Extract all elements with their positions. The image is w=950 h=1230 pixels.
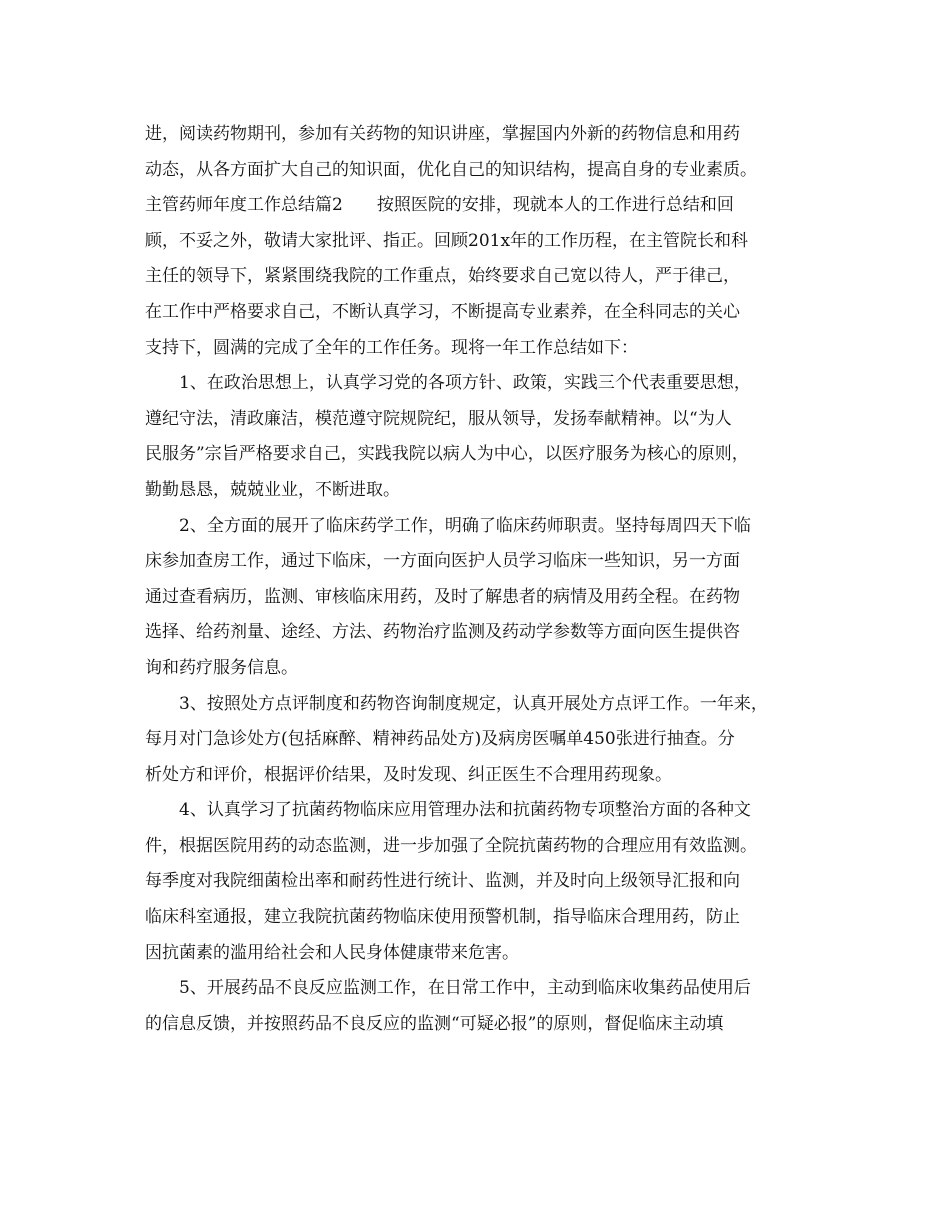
text-line: 的信息反馈，并按照药品不良反应的监测“可疑必报”的原则，督促临床主动填	[145, 1013, 724, 1034]
paragraph-first-line: 1、在政治思想上，认真学习党的各项方针、政策，实践三个代表重要思想，	[179, 373, 751, 394]
text-line: 每月对门急诊处方(包括麻醉、精神药品处方)及病房医嘱单450张进行抽查。分	[145, 729, 735, 750]
text-line: 遵纪守法，清政廉洁，模范遵守院规院纪，服从领导，发扬奉献精神。以“为人	[145, 408, 732, 429]
paragraph-first-line: 2、全方面的展开了临床药学工作，明确了临床药师职责。坚持每周四天下临	[179, 515, 751, 536]
text-line: 临床科室通报，建立我院抗菌药物临床使用预警机制，指导临床合理用药，防止	[145, 907, 740, 928]
paragraph-first-line: 4、认真学习了抗菌药物临床应用管理办法和抗菌药物专项整治方面的各种文	[179, 800, 751, 821]
paragraph-first-line: 3、按照处方点评制度和药物咨询制度规定，认真开展处方点评工作。一年来，	[179, 693, 768, 714]
text-line: 进，阅读药物期刊，参加有关药物的知识讲座，掌握国内外新的药物信息和用药	[145, 124, 740, 144]
paragraph-first-line: 5、开展药品不良反应监测工作，在日常工作中，主动到临床收集药品使用后	[179, 978, 751, 999]
text-line: 析处方和评价，根据评价结果，及时发现、纠正医生不合理用药现象。	[145, 764, 672, 785]
text-line: 通过查看病历，监测、审核临床用药，及时了解患者的病情及用药全程。在药物	[145, 586, 740, 607]
text-line: 主管药师年度工作总结篇2 按照医院的安排，现就本人的工作进行总结和回	[145, 195, 734, 216]
text-line: 床参加查房工作，通过下临床，一方面向医护人员学习临床一些知识，另一方面	[145, 551, 740, 572]
text-line: 主任的领导下，紧紧围绕我院的工作重点，始终要求自己宽以待人，严于律己，	[145, 266, 740, 287]
text-line: 每季度对我院细菌检出率和耐药性进行统计、监测，并及时向上级领导汇报和向	[145, 871, 740, 892]
text-line: 选择、给药剂量、途经、方法、药物治疗监测及药动学参数等方面向医生提供咨	[145, 622, 740, 643]
text-line: 动态，从各方面扩大自己的知识面，优化自己的知识结构，提高自身的专业素质。	[145, 159, 757, 180]
text-line: 勤勤恳恳，兢兢业业，不断进取。	[145, 479, 400, 500]
text-line: 支持下，圆满的完成了全年的工作任务。现将一年工作总结如下：	[145, 337, 638, 358]
text-line: 民服务”宗旨严格要求自己，实践我院以病人为中心，以医疗服务为核心的原则，	[145, 444, 749, 465]
document-body	[145, 117, 825, 1042]
text-line: 询和药疗服务信息。	[145, 657, 298, 678]
text-line: 因抗菌素的滥用给社会和人民身体健康带来危害。	[145, 942, 519, 963]
text-line: 顾，不妥之外，敬请大家批评、指正。回顾201x年的工作历程，在主管院长和科	[145, 230, 749, 251]
text-line: 在工作中严格要求自己，不断认真学习，不断提高专业素养，在全科同志的关心	[145, 301, 740, 322]
text-line: 件，根据医院用药的动态监测，进一步加强了全院抗菌药物的合理应用有效监测。	[145, 835, 757, 856]
